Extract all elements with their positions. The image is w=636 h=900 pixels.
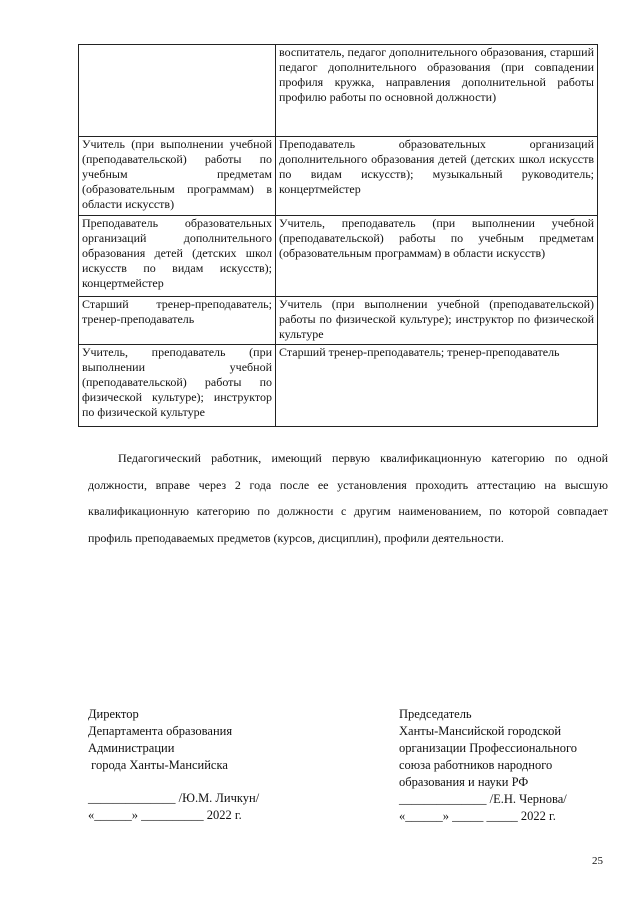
page-number: 25 [592, 855, 603, 867]
signature-block-left [88, 706, 259, 824]
table-cell-right: Старший тренер-преподаватель; тренер-преподаватель [276, 345, 598, 427]
signature-date-line: «______» _____ _____ 2022 г. [399, 809, 556, 823]
signature-title-line: Администрации [88, 741, 175, 755]
table-cell-right: воспитатель, педагог дополнительного образования, старший педагог дополнительного образования (при совпадении профиля кружка, направления дополнительной работы профилю работы по основной должности) [276, 45, 598, 137]
signature-title-line: организации Профессионального [399, 741, 578, 755]
table-cell-left: Учитель (при выполнении учебной (преподавательской) работы по учебным предметам (образовательным программам) в области искусств) [79, 137, 276, 216]
table-cell-right: Учитель, преподаватель (при выполнении учебной (преподавательской) работы по учебным предметам (образовательным программам) в области искусств) [276, 216, 598, 297]
signature-line: ______________ /Е.Н. Чернова/ [399, 792, 567, 806]
position-equivalence-table [78, 44, 598, 427]
body-paragraph: Педагогический работник, имеющий первую квалификационную категорию по одной должности, вправе через 2 года после ее установления проходить аттестацию на высшую квалификационную категорию по должности с другим наименованием, по которой совпадает профиль преподаваемых предметов (курсов, дисциплин), профили деятельности. [88, 451, 608, 545]
table-cell-left: Старший тренер-преподаватель; тренер-преподаватель [79, 297, 276, 345]
table-cell-right: Учитель (при выполнении учебной (преподавательской) работы по физической культуре); инструктор по физической культуре [276, 297, 598, 345]
signature-block-right [399, 706, 577, 825]
table-cell-right: Преподаватель образовательных организаций дополнительного образования детей (детских школ искусств по видам искусств); музыкальный руководитель; концертмейстер [276, 137, 598, 216]
signature-line: ______________ /Ю.М. Личкун/ [88, 791, 260, 805]
table-row [79, 345, 598, 427]
table-cell-left: Преподаватель образовательных организаций дополнительного образования детей (детских школ искусств по видам искусств); концертмейстер [79, 216, 276, 297]
signature-date-line: «______» __________ 2022 г. [88, 808, 242, 822]
table-cell-left: Учитель, преподаватель (при выполнении учебной (преподавательской) работы по физической культуре); инструктор по физической культуре [79, 345, 276, 427]
table-row [79, 137, 598, 216]
signature-title-line: города Ханты-Мансийска [88, 758, 228, 772]
table-row [79, 45, 598, 137]
signature-title-line: союза работников народного [399, 758, 553, 772]
signature-title-line: образования и науки РФ [399, 775, 529, 789]
signature-title-line: Департамента образования [88, 724, 233, 738]
table-row [79, 297, 598, 345]
table-cell-left [79, 45, 276, 137]
signature-title-line: Ханты-Мансийской городской [399, 724, 562, 738]
table-row [79, 216, 598, 297]
signature-title-line: Директор [88, 707, 139, 721]
signature-title-line: Председатель [399, 707, 472, 721]
